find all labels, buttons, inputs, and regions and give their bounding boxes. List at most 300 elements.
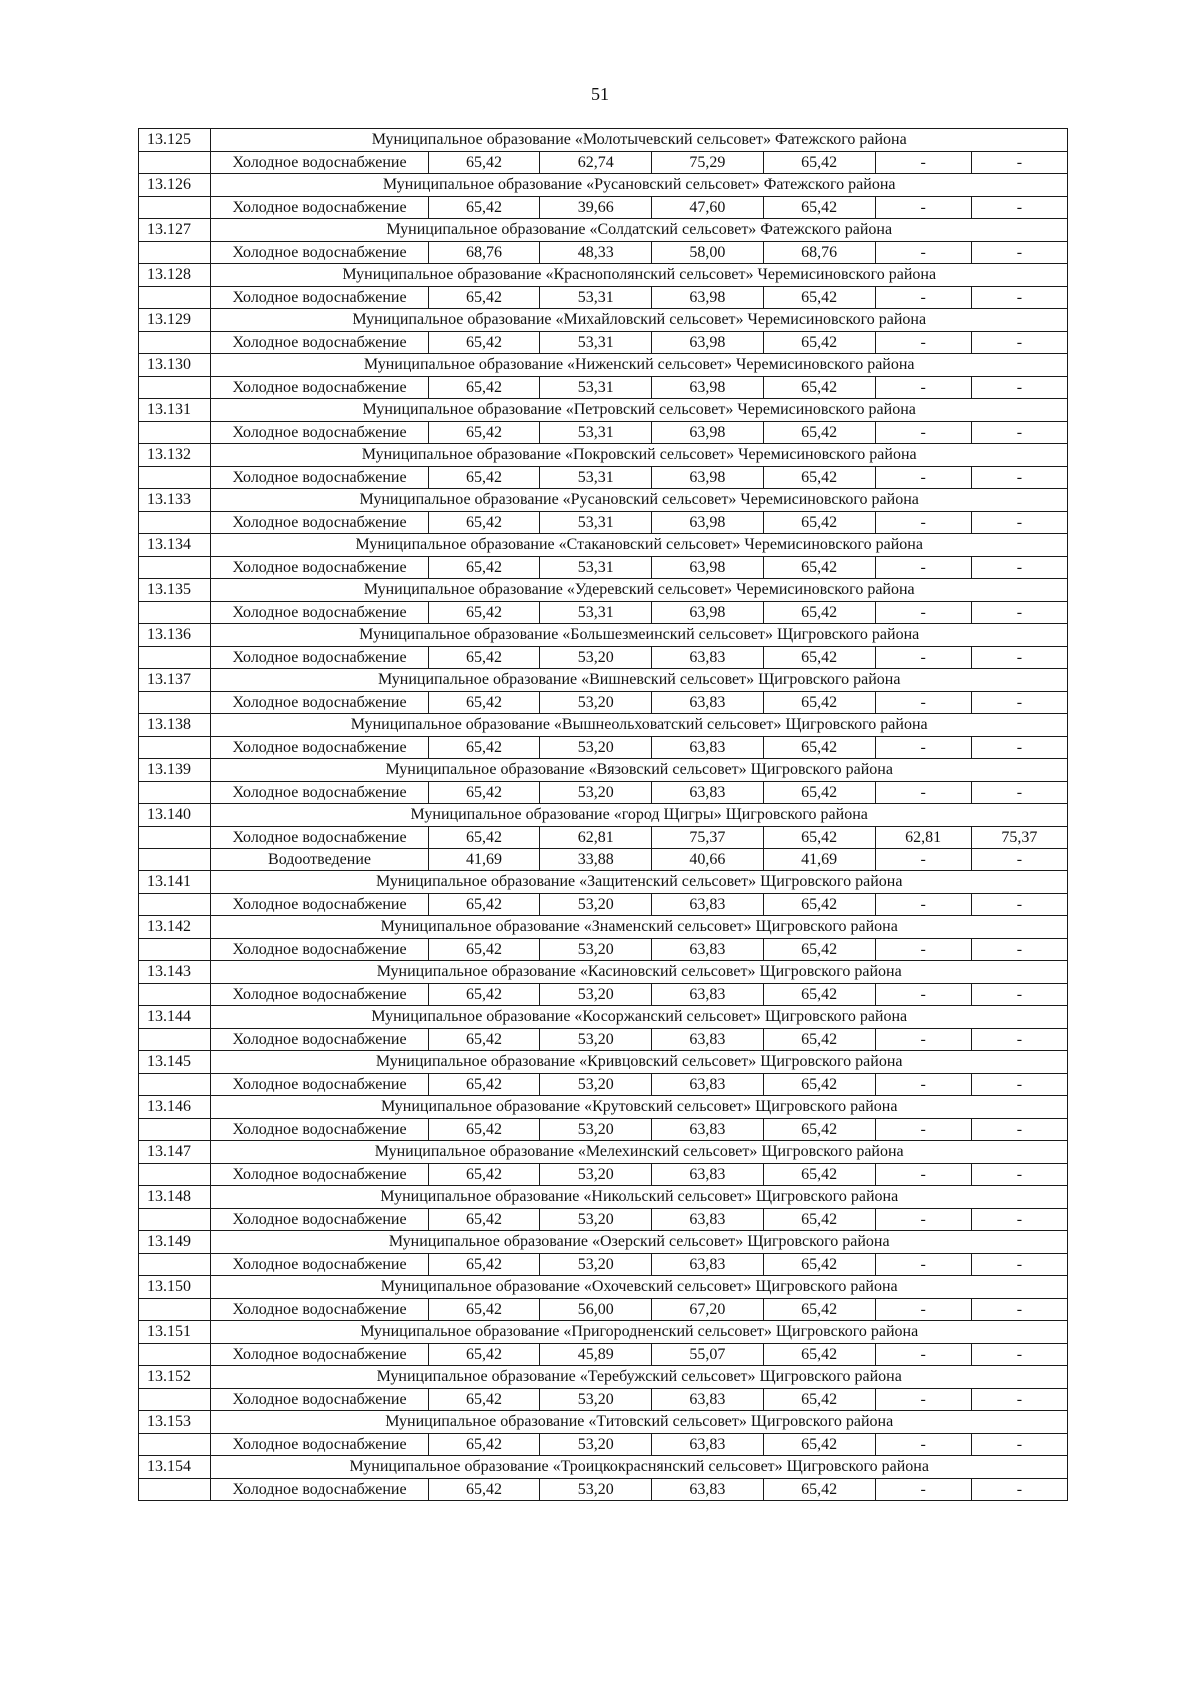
entry-number: 13.148 <box>139 1186 211 1209</box>
tariff-value: 65,42 <box>763 287 875 309</box>
tariff-value: - <box>971 1029 1067 1051</box>
service-name: Холодное водоснабжение <box>211 1209 428 1231</box>
tariff-value: 63,83 <box>652 1119 764 1141</box>
tariff-value: 63,98 <box>652 377 764 399</box>
tariff-value: 65,42 <box>428 197 540 219</box>
empty-cell <box>139 1074 211 1096</box>
table-row-tariff <box>139 827 1068 849</box>
table-body <box>139 129 1068 1501</box>
tariff-value: 65,42 <box>428 377 540 399</box>
tariff-value: 65,42 <box>428 1479 540 1501</box>
municipality-title: Муниципальное образование «Знаменский сельсовет» Щигровского района <box>211 916 1068 939</box>
tariff-value: - <box>971 894 1067 916</box>
entry-number: 13.150 <box>139 1276 211 1299</box>
tariff-value: 53,20 <box>540 984 652 1006</box>
entry-number: 13.125 <box>139 129 211 152</box>
tariff-value: 65,42 <box>763 377 875 399</box>
empty-cell <box>139 1344 211 1366</box>
tariff-value: 65,42 <box>763 782 875 804</box>
table-row-municipality <box>139 534 1068 557</box>
tariff-value: - <box>875 512 971 534</box>
tariff-value: - <box>875 1434 971 1456</box>
table-row-municipality <box>139 444 1068 467</box>
entry-number: 13.153 <box>139 1411 211 1434</box>
table-row-municipality <box>139 759 1068 782</box>
empty-cell <box>139 939 211 961</box>
table-row-municipality <box>139 354 1068 377</box>
tariff-value: - <box>971 332 1067 354</box>
empty-cell <box>139 332 211 354</box>
entry-number: 13.129 <box>139 309 211 332</box>
empty-cell <box>139 242 211 264</box>
municipality-title: Муниципальное образование «Крутовский сельсовет» Щигровского района <box>211 1096 1068 1119</box>
tariff-value: 53,20 <box>540 1119 652 1141</box>
tariff-value: 58,00 <box>652 242 764 264</box>
service-name: Холодное водоснабжение <box>211 1299 428 1321</box>
municipality-title: Муниципальное образование «Большезмеинский сельсовет» Щигровского района <box>211 624 1068 647</box>
tariff-value: - <box>971 939 1067 961</box>
tariff-value: 63,83 <box>652 984 764 1006</box>
table-row-tariff <box>139 197 1068 219</box>
tariff-value: 65,42 <box>428 1164 540 1186</box>
tariff-value: 65,42 <box>428 602 540 624</box>
tariff-value: - <box>875 1299 971 1321</box>
tariff-value: 65,42 <box>428 1389 540 1411</box>
tariff-value: - <box>875 984 971 1006</box>
tariff-value: 65,42 <box>763 332 875 354</box>
tariff-value: 53,31 <box>540 332 652 354</box>
table-row-municipality <box>139 916 1068 939</box>
service-name: Холодное водоснабжение <box>211 782 428 804</box>
tariff-value: 56,00 <box>540 1299 652 1321</box>
tariff-value: 65,42 <box>428 152 540 174</box>
tariff-value: - <box>971 849 1067 871</box>
tariff-value: 65,42 <box>763 1074 875 1096</box>
tariff-value: 65,42 <box>763 1434 875 1456</box>
tariff-value: - <box>875 692 971 714</box>
tariff-value: 63,83 <box>652 1434 764 1456</box>
table-row-municipality <box>139 871 1068 894</box>
service-name: Холодное водоснабжение <box>211 939 428 961</box>
tariff-value: 65,42 <box>428 647 540 669</box>
service-name: Водоотведение <box>211 849 428 871</box>
table-row-municipality <box>139 1231 1068 1254</box>
municipality-title: Муниципальное образование «Троицкокраснянский сельсовет» Щигровского района <box>211 1456 1068 1479</box>
service-name: Холодное водоснабжение <box>211 557 428 579</box>
tariff-value: - <box>875 1209 971 1231</box>
tariff-value: 65,42 <box>763 467 875 489</box>
municipality-title: Муниципальное образование «Никольский сельсовет» Щигровского района <box>211 1186 1068 1209</box>
tariff-value: 65,42 <box>763 1299 875 1321</box>
table-row-tariff <box>139 939 1068 961</box>
tariff-value: 53,20 <box>540 1209 652 1231</box>
tariff-value: 53,20 <box>540 782 652 804</box>
tariff-value: 65,42 <box>428 984 540 1006</box>
municipality-title: Муниципальное образование «Косоржанский сельсовет» Щигровского района <box>211 1006 1068 1029</box>
service-name: Холодное водоснабжение <box>211 1389 428 1411</box>
municipality-title: Муниципальное образование «город Щигры» Щигровского района <box>211 804 1068 827</box>
table-row-municipality <box>139 264 1068 287</box>
service-name: Холодное водоснабжение <box>211 332 428 354</box>
service-name: Холодное водоснабжение <box>211 422 428 444</box>
tariff-value: - <box>875 1074 971 1096</box>
tariff-value: 53,20 <box>540 939 652 961</box>
tariff-value: 68,76 <box>428 242 540 264</box>
table-row-tariff <box>139 1434 1068 1456</box>
table-row-municipality <box>139 399 1068 422</box>
table-row-municipality <box>139 624 1068 647</box>
service-name: Холодное водоснабжение <box>211 894 428 916</box>
tariff-value: - <box>875 422 971 444</box>
municipality-title: Муниципальное образование «Михайловский сельсовет» Черемисиновского района <box>211 309 1068 332</box>
table-row-municipality <box>139 174 1068 197</box>
tariff-value: 63,83 <box>652 782 764 804</box>
empty-cell <box>139 692 211 714</box>
tariff-value: - <box>971 1164 1067 1186</box>
tariff-value: - <box>971 197 1067 219</box>
tariff-value: 63,83 <box>652 737 764 759</box>
empty-cell <box>139 1434 211 1456</box>
municipality-title: Муниципальное образование «Стакановский сельсовет» Черемисиновского района <box>211 534 1068 557</box>
tariff-value: 63,83 <box>652 1254 764 1276</box>
empty-cell <box>139 737 211 759</box>
table-row-tariff <box>139 894 1068 916</box>
tariff-value: 53,31 <box>540 377 652 399</box>
tariff-value: 65,42 <box>428 737 540 759</box>
service-name: Холодное водоснабжение <box>211 1434 428 1456</box>
tariff-value: 65,42 <box>763 827 875 849</box>
service-name: Холодное водоснабжение <box>211 377 428 399</box>
tariff-value: 67,20 <box>652 1299 764 1321</box>
empty-cell <box>139 1164 211 1186</box>
service-name: Холодное водоснабжение <box>211 692 428 714</box>
table-row-municipality <box>139 579 1068 602</box>
service-name: Холодное водоснабжение <box>211 984 428 1006</box>
tariff-value: 65,42 <box>763 1344 875 1366</box>
empty-cell <box>139 894 211 916</box>
tariff-value: 63,98 <box>652 332 764 354</box>
table-row-tariff <box>139 1074 1068 1096</box>
table-row-tariff <box>139 692 1068 714</box>
table-row-municipality <box>139 961 1068 984</box>
tariff-value: 65,42 <box>763 1254 875 1276</box>
entry-number: 13.141 <box>139 871 211 894</box>
tariff-value: 62,81 <box>540 827 652 849</box>
tariff-value: 65,42 <box>763 1119 875 1141</box>
table-row-municipality <box>139 309 1068 332</box>
tariff-value: 53,31 <box>540 287 652 309</box>
municipality-title: Муниципальное образование «Петровский сельсовет» Черемисиновского района <box>211 399 1068 422</box>
tariff-value: 65,42 <box>428 1434 540 1456</box>
tariff-value: - <box>875 152 971 174</box>
empty-cell <box>139 1119 211 1141</box>
table-row-municipality <box>139 1411 1068 1434</box>
tariff-value: 65,42 <box>428 692 540 714</box>
tariff-value: - <box>971 782 1067 804</box>
table-row-municipality <box>139 1096 1068 1119</box>
tariff-value: 65,42 <box>763 647 875 669</box>
tariff-value: - <box>971 152 1067 174</box>
tariff-value: 63,83 <box>652 647 764 669</box>
table-row-tariff <box>139 647 1068 669</box>
tariff-value: 63,83 <box>652 1389 764 1411</box>
entry-number: 13.147 <box>139 1141 211 1164</box>
entry-number: 13.131 <box>139 399 211 422</box>
tariff-value: 65,42 <box>763 1029 875 1051</box>
empty-cell <box>139 1209 211 1231</box>
empty-cell <box>139 557 211 579</box>
tariff-value: 53,20 <box>540 1074 652 1096</box>
table-row-tariff <box>139 377 1068 399</box>
tariff-value: - <box>971 1389 1067 1411</box>
tariff-value: 53,20 <box>540 647 652 669</box>
tariff-value: 75,37 <box>971 827 1067 849</box>
tariff-value: - <box>875 1029 971 1051</box>
tariff-value: - <box>971 737 1067 759</box>
tariff-value: - <box>971 287 1067 309</box>
table-row-tariff <box>139 849 1068 871</box>
municipality-title: Муниципальное образование «Касиновский сельсовет» Щигровского района <box>211 961 1068 984</box>
municipality-title: Муниципальное образование «Пригородненский сельсовет» Щигровского района <box>211 1321 1068 1344</box>
tariff-value: 63,98 <box>652 467 764 489</box>
empty-cell <box>139 422 211 444</box>
table-row-municipality <box>139 489 1068 512</box>
tariff-value: 65,42 <box>428 1119 540 1141</box>
entry-number: 13.142 <box>139 916 211 939</box>
tariff-value: 65,42 <box>763 557 875 579</box>
service-name: Холодное водоснабжение <box>211 1344 428 1366</box>
empty-cell <box>139 1254 211 1276</box>
tariff-value: 53,20 <box>540 1389 652 1411</box>
entry-number: 13.137 <box>139 669 211 692</box>
tariff-value: 47,60 <box>652 197 764 219</box>
tariff-value: 65,42 <box>763 1164 875 1186</box>
entry-number: 13.149 <box>139 1231 211 1254</box>
empty-cell <box>139 1479 211 1501</box>
tariff-value: - <box>971 1209 1067 1231</box>
service-name: Холодное водоснабжение <box>211 197 428 219</box>
tariff-value: 65,42 <box>428 782 540 804</box>
tariff-value: 63,83 <box>652 1209 764 1231</box>
entry-number: 13.128 <box>139 264 211 287</box>
tariff-value: - <box>875 377 971 399</box>
tariff-value: 53,31 <box>540 422 652 444</box>
tariff-value: 63,98 <box>652 602 764 624</box>
tariff-value: - <box>875 1119 971 1141</box>
tariff-value: - <box>971 377 1067 399</box>
service-name: Холодное водоснабжение <box>211 1254 428 1276</box>
tariff-value: - <box>971 242 1067 264</box>
municipality-title: Муниципальное образование «Русановский сельсовет» Фатежского района <box>211 174 1068 197</box>
tariff-value: 68,76 <box>763 242 875 264</box>
entry-number: 13.135 <box>139 579 211 602</box>
table-row-tariff <box>139 1119 1068 1141</box>
table-row-municipality <box>139 1456 1068 1479</box>
tariff-value: 48,33 <box>540 242 652 264</box>
tariff-value: - <box>971 467 1067 489</box>
tariff-value: - <box>971 422 1067 444</box>
tariff-value: 65,42 <box>428 512 540 534</box>
tariff-value: 41,69 <box>763 849 875 871</box>
empty-cell <box>139 647 211 669</box>
tariff-value: 65,42 <box>428 557 540 579</box>
tariff-value: 65,42 <box>428 1299 540 1321</box>
table-row-municipality <box>139 1276 1068 1299</box>
tariff-value: 63,83 <box>652 1029 764 1051</box>
tariff-value: 63,83 <box>652 894 764 916</box>
tariff-value: - <box>875 1164 971 1186</box>
empty-cell <box>139 377 211 399</box>
tariff-value: - <box>971 647 1067 669</box>
table-row-tariff <box>139 602 1068 624</box>
table-row-tariff <box>139 467 1068 489</box>
entry-number: 13.152 <box>139 1366 211 1389</box>
table-row-municipality <box>139 1321 1068 1344</box>
table-row-tariff <box>139 152 1068 174</box>
tariff-value: - <box>971 1254 1067 1276</box>
empty-cell <box>139 512 211 534</box>
tariff-value: 65,42 <box>428 1029 540 1051</box>
tariff-value: 75,29 <box>652 152 764 174</box>
municipality-title: Муниципальное образование «Мелехинский сельсовет» Щигровского района <box>211 1141 1068 1164</box>
table-row-tariff <box>139 242 1068 264</box>
page-number: 51 <box>591 84 609 104</box>
service-name: Холодное водоснабжение <box>211 152 428 174</box>
tariff-value: 41,69 <box>428 849 540 871</box>
tariff-value: - <box>971 602 1067 624</box>
service-name: Холодное водоснабжение <box>211 737 428 759</box>
service-name: Холодное водоснабжение <box>211 467 428 489</box>
tariff-value: 65,42 <box>763 939 875 961</box>
table-row-tariff <box>139 737 1068 759</box>
empty-cell <box>139 287 211 309</box>
tariff-value: - <box>875 197 971 219</box>
tariff-value: - <box>875 1479 971 1501</box>
tariff-value: 65,42 <box>428 1344 540 1366</box>
table-row-municipality <box>139 804 1068 827</box>
tariff-value: 65,42 <box>763 152 875 174</box>
entry-number: 13.154 <box>139 1456 211 1479</box>
empty-cell <box>139 197 211 219</box>
tariff-value: 65,42 <box>763 1479 875 1501</box>
municipality-title: Муниципальное образование «Ниженский сельсовет» Черемисиновского района <box>211 354 1068 377</box>
tariff-value: - <box>875 1389 971 1411</box>
tariff-value: - <box>875 242 971 264</box>
entry-number: 13.130 <box>139 354 211 377</box>
tariff-value: 63,83 <box>652 939 764 961</box>
tariff-value: 53,31 <box>540 602 652 624</box>
tariff-value: 53,20 <box>540 1479 652 1501</box>
tariff-value: 65,42 <box>428 1254 540 1276</box>
service-name: Холодное водоснабжение <box>211 1074 428 1096</box>
tariff-value: 53,31 <box>540 512 652 534</box>
table-row-municipality <box>139 1141 1068 1164</box>
service-name: Холодное водоснабжение <box>211 827 428 849</box>
tariff-value: 65,42 <box>763 602 875 624</box>
entry-number: 13.127 <box>139 219 211 242</box>
tariff-value: 75,37 <box>652 827 764 849</box>
table-row-municipality <box>139 1366 1068 1389</box>
entry-number: 13.133 <box>139 489 211 512</box>
tariff-value: 65,42 <box>763 692 875 714</box>
tariff-value: - <box>875 894 971 916</box>
tariff-value: 65,42 <box>428 467 540 489</box>
tariff-value: 63,83 <box>652 1164 764 1186</box>
table-row-tariff <box>139 782 1068 804</box>
entry-number: 13.143 <box>139 961 211 984</box>
service-name: Холодное водоснабжение <box>211 647 428 669</box>
table-row-tariff <box>139 1029 1068 1051</box>
entry-number: 13.146 <box>139 1096 211 1119</box>
tariff-value: - <box>971 984 1067 1006</box>
tariff-value: 53,20 <box>540 1254 652 1276</box>
service-name: Холодное водоснабжение <box>211 287 428 309</box>
municipality-title: Муниципальное образование «Покровский сельсовет» Черемисиновского района <box>211 444 1068 467</box>
tariff-value: 53,20 <box>540 1029 652 1051</box>
tariff-value: 63,83 <box>652 692 764 714</box>
entry-number: 13.138 <box>139 714 211 737</box>
entry-number: 13.144 <box>139 1006 211 1029</box>
tariff-value: 33,88 <box>540 849 652 871</box>
tariff-value: - <box>875 1344 971 1366</box>
empty-cell <box>139 827 211 849</box>
municipality-title: Муниципальное образование «Русановский сельсовет» Черемисиновского района <box>211 489 1068 512</box>
tariff-value: 65,42 <box>763 197 875 219</box>
tariff-value: - <box>971 557 1067 579</box>
table-row-tariff <box>139 1164 1068 1186</box>
tariff-value: 65,42 <box>428 1074 540 1096</box>
entry-number: 13.126 <box>139 174 211 197</box>
municipality-title: Муниципальное образование «Краснополянский сельсовет» Черемисиновского района <box>211 264 1068 287</box>
tariff-value: - <box>971 1344 1067 1366</box>
table-row-municipality <box>139 669 1068 692</box>
tariff-value: - <box>875 737 971 759</box>
service-name: Холодное водоснабжение <box>211 512 428 534</box>
tariff-value: - <box>971 692 1067 714</box>
tariff-value: 62,81 <box>875 827 971 849</box>
table-row-tariff <box>139 1479 1068 1501</box>
tariff-value: - <box>875 647 971 669</box>
tariff-value: - <box>971 1074 1067 1096</box>
tariff-value: 63,83 <box>652 1479 764 1501</box>
tariff-value: 65,42 <box>428 1209 540 1231</box>
tariff-value: 65,42 <box>763 894 875 916</box>
municipality-title: Муниципальное образование «Защитенский сельсовет» Щигровского района <box>211 871 1068 894</box>
tariff-value: 65,42 <box>763 737 875 759</box>
service-name: Холодное водоснабжение <box>211 1119 428 1141</box>
tariff-value: 65,42 <box>763 1389 875 1411</box>
service-name: Холодное водоснабжение <box>211 602 428 624</box>
tariff-value: 53,20 <box>540 692 652 714</box>
municipality-title: Муниципальное образование «Озерский сельсовет» Щигровского района <box>211 1231 1068 1254</box>
tariff-value: 65,42 <box>428 827 540 849</box>
municipality-title: Муниципальное образование «Солдатский сельсовет» Фатежского района <box>211 219 1068 242</box>
entry-number: 13.136 <box>139 624 211 647</box>
table-row-tariff <box>139 1389 1068 1411</box>
tariff-value: 53,20 <box>540 1434 652 1456</box>
table-row-tariff <box>139 1209 1068 1231</box>
empty-cell <box>139 1299 211 1321</box>
entry-number: 13.132 <box>139 444 211 467</box>
tariff-value: 65,42 <box>428 332 540 354</box>
tariff-value: 45,89 <box>540 1344 652 1366</box>
table-row-tariff <box>139 287 1068 309</box>
entry-number: 13.151 <box>139 1321 211 1344</box>
tariff-value: 63,98 <box>652 287 764 309</box>
tariff-value: - <box>875 557 971 579</box>
tariff-value: 62,74 <box>540 152 652 174</box>
entry-number: 13.139 <box>139 759 211 782</box>
